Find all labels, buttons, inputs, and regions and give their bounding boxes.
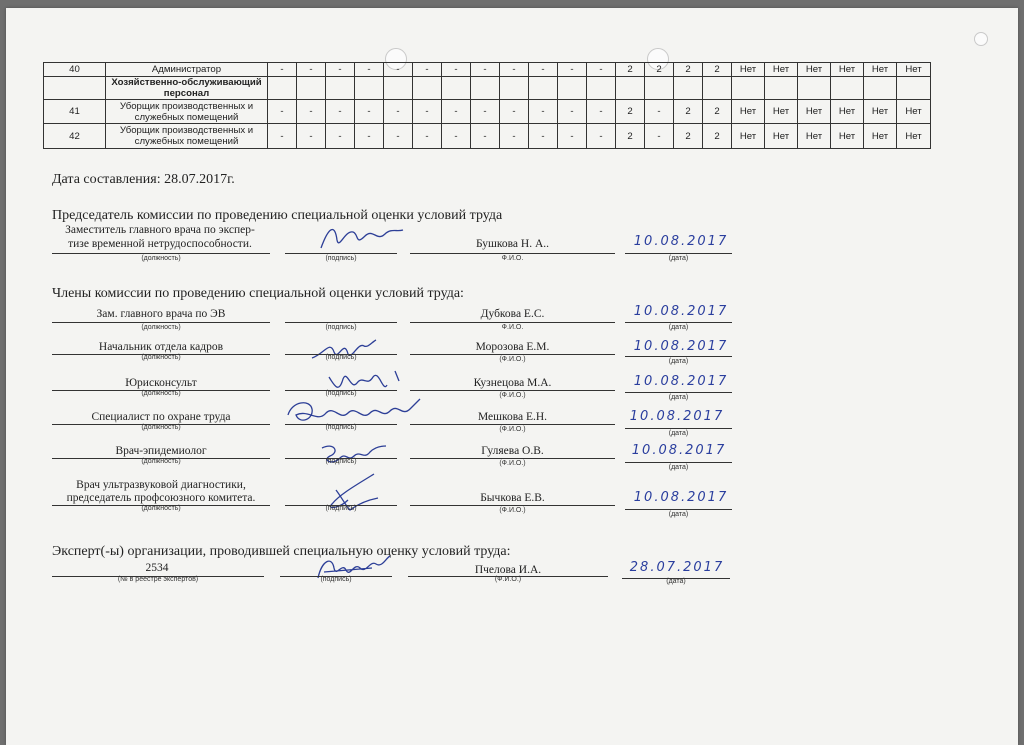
table-cell: Нет — [897, 124, 931, 149]
member-name-line — [410, 505, 615, 506]
table-cell — [703, 77, 732, 100]
expert-reg-caption: (№ в реестре экспертов) — [117, 576, 199, 583]
chair-position-caption: (должность) — [141, 255, 181, 262]
table-cell: - — [471, 63, 500, 77]
member-date-line — [625, 322, 732, 323]
table-cell: - — [297, 124, 326, 149]
chair-name: Бушкова Н. А.. — [475, 238, 550, 250]
member-position: Зам. главного врача по ЭВ — [96, 308, 226, 320]
table-cell: - — [384, 124, 413, 149]
table-cell: 2 — [703, 124, 732, 149]
chair-date-line — [625, 253, 732, 254]
table-cell: - — [500, 124, 529, 149]
assessment-table — [43, 62, 931, 149]
table-row — [44, 63, 931, 77]
table-cell: - — [297, 63, 326, 77]
table-cell: - — [268, 63, 297, 77]
table-cell: - — [442, 63, 471, 77]
member-signature-caption: (подпись) — [325, 458, 357, 465]
table-cell: - — [558, 124, 587, 149]
member-position: Специалист по охране труда — [91, 411, 231, 423]
member-date-caption: (дата) — [668, 511, 689, 518]
member-date: 10.08.2017 — [633, 304, 729, 319]
table-cell: - — [326, 100, 355, 124]
chair-position-line — [52, 253, 270, 254]
member-position-caption: (должность) — [141, 458, 181, 465]
table-cell: - — [268, 100, 297, 124]
table-cell: Нет — [897, 63, 931, 77]
table-cell: - — [268, 124, 297, 149]
table-cell — [529, 77, 558, 100]
table-cell — [645, 77, 674, 100]
member-date-line — [625, 356, 732, 357]
expert-date-caption: (дата) — [666, 578, 686, 585]
table-cell: 2 — [616, 100, 645, 124]
row-number: 40 — [44, 63, 106, 77]
member-position-line2: председатель профсоюзного комитета. — [66, 492, 256, 504]
chair-date: 10.08.2017 — [633, 234, 729, 249]
chair-name-line — [410, 253, 615, 254]
table-cell: 2 — [703, 63, 732, 77]
member-signature-caption: (подпись) — [325, 324, 357, 331]
member-position-caption: (должность) — [141, 505, 181, 512]
table-cell — [798, 77, 831, 100]
table-cell — [897, 77, 931, 100]
table-cell — [297, 77, 326, 100]
member-date-caption: (дата) — [668, 358, 689, 365]
member-name: Бычкова Е.В. — [480, 492, 545, 504]
table-cell: - — [413, 63, 442, 77]
member-name-line — [410, 390, 615, 391]
chair-name-caption: Ф.И.О. — [501, 255, 524, 262]
chair-date-caption: (дата) — [668, 255, 689, 262]
position-name: Уборщик производственных и служебных помещений — [106, 100, 268, 124]
table-cell: - — [355, 100, 384, 124]
table-cell: Нет — [831, 63, 864, 77]
table-cell: 2 — [674, 100, 703, 124]
expert-name: Пчелова И.А. — [474, 564, 542, 576]
expert-reg-number: 2534 — [145, 562, 169, 574]
member-date: 10.08.2017 — [633, 339, 729, 354]
table-cell: - — [384, 100, 413, 124]
member-name-caption: (Ф.И.О.) — [499, 507, 526, 514]
member-signature-caption: (подпись) — [325, 354, 357, 361]
section-title: Хозяйственно-обслуживающий персонал — [106, 77, 268, 100]
table-cell — [587, 77, 616, 100]
member-name: Мешкова Е.Н. — [477, 411, 548, 423]
table-cell: - — [355, 124, 384, 149]
table-cell — [500, 77, 529, 100]
table-cell — [674, 77, 703, 100]
member-date-line — [625, 428, 732, 429]
member-position-caption: (должность) — [141, 324, 181, 331]
table-cell: - — [442, 100, 471, 124]
member-name-line — [410, 458, 615, 459]
table-cell: - — [587, 124, 616, 149]
member-date: 10.08.2017 — [631, 443, 727, 458]
punch-hole — [974, 32, 988, 46]
table-cell: - — [500, 100, 529, 124]
member-name-caption: (Ф.И.О.) — [499, 426, 526, 433]
member-signature-line — [285, 322, 397, 323]
table-row — [44, 100, 931, 124]
table-cell — [864, 77, 897, 100]
member-date: 10.08.2017 — [629, 409, 725, 424]
row-number — [44, 77, 106, 100]
member-position: Юрисконсульт — [125, 377, 197, 389]
member-position-caption: (должность) — [141, 390, 181, 397]
table-cell: 2 — [616, 63, 645, 77]
table-cell — [413, 77, 442, 100]
member-date-line — [625, 392, 732, 393]
table-cell: - — [558, 100, 587, 124]
table-cell — [268, 77, 297, 100]
expert-date: 28.07.2017 — [629, 560, 725, 575]
table-cell: Нет — [798, 63, 831, 77]
member-position-line1: Врач ультразвуковой диагностики, — [76, 479, 246, 491]
table-cell — [355, 77, 384, 100]
table-cell — [558, 77, 587, 100]
expert-signature-caption: (подпись) — [320, 576, 352, 583]
position-name: Администратор — [106, 63, 268, 77]
chair-position-line2: тизе временной нетрудоспособности. — [68, 238, 252, 250]
table-row — [44, 124, 931, 149]
member-position-line — [52, 322, 270, 323]
table-cell: - — [500, 63, 529, 77]
member-name: Гуляева О.В. — [481, 445, 544, 457]
expert-name-caption: (Ф.И.О.) — [494, 576, 522, 583]
member-date-line — [625, 462, 732, 463]
member-date: 10.08.2017 — [633, 490, 729, 505]
table-cell: Нет — [831, 124, 864, 149]
table-cell: Нет — [864, 124, 897, 149]
table-cell: - — [558, 63, 587, 77]
chair-signature-line — [285, 253, 397, 254]
member-name: Морозова Е.М. — [475, 341, 550, 353]
expert-heading: Эксперт(-ы) организации, проводившей специальную оценку условий труда: — [52, 544, 511, 559]
table-cell: Нет — [864, 100, 897, 124]
table-cell: Нет — [831, 100, 864, 124]
table-cell: - — [529, 100, 558, 124]
table-cell: - — [413, 100, 442, 124]
table-cell — [384, 77, 413, 100]
member-name-line — [410, 354, 615, 355]
member-date-caption: (дата) — [668, 430, 689, 437]
member-name-line — [410, 424, 615, 425]
table-cell: - — [471, 100, 500, 124]
table-cell — [831, 77, 864, 100]
table-cell: 2 — [674, 124, 703, 149]
table-cell: 2 — [616, 124, 645, 149]
member-name-caption: (Ф.И.О.) — [499, 356, 526, 363]
member-name: Кузнецова М.А. — [473, 377, 552, 389]
table-cell: - — [587, 100, 616, 124]
table-cell: - — [413, 124, 442, 149]
table-cell: - — [471, 124, 500, 149]
table-cell: Нет — [765, 100, 798, 124]
member-date-caption: (дата) — [668, 394, 689, 401]
table-cell: Нет — [864, 63, 897, 77]
table-cell: - — [326, 124, 355, 149]
member-date-caption: (дата) — [668, 324, 689, 331]
table-cell: - — [645, 124, 674, 149]
table-cell: 2 — [674, 63, 703, 77]
table-cell: Нет — [732, 100, 765, 124]
table-cell: - — [645, 100, 674, 124]
table-cell — [765, 77, 798, 100]
member-name-line — [410, 322, 615, 323]
members-heading: Члены комиссии по проведению специальной оценки условий труда: — [52, 286, 464, 301]
table-cell: Нет — [798, 100, 831, 124]
member-name-caption: Ф.И.О. — [501, 324, 524, 331]
compilation-date: Дата составления: 28.07.2017г. — [52, 172, 235, 187]
table-cell: - — [384, 63, 413, 77]
member-signature-caption: (подпись) — [325, 424, 357, 431]
position-name: Уборщик производственных и служебных помещений — [106, 124, 268, 149]
member-signature-caption: (подпись) — [325, 505, 357, 512]
row-number: 42 — [44, 124, 106, 149]
table-cell: Нет — [765, 124, 798, 149]
table-cell — [616, 77, 645, 100]
chair-signature-caption: (подпись) — [325, 255, 357, 262]
table-cell: - — [529, 63, 558, 77]
table-cell: - — [297, 100, 326, 124]
member-name: Дубкова Е.С. — [480, 308, 545, 320]
table-cell — [471, 77, 500, 100]
table-cell — [442, 77, 471, 100]
member-signature-caption: (подпись) — [325, 390, 357, 397]
table-cell: Нет — [765, 63, 798, 77]
member-position: Врач-эпидемиолог — [115, 445, 207, 457]
table-cell: - — [326, 63, 355, 77]
table-section-row — [44, 77, 931, 100]
table-cell: Нет — [897, 100, 931, 124]
member-position-caption: (должность) — [141, 354, 181, 361]
row-number: 41 — [44, 100, 106, 124]
chair-position-line1: Заместитель главного врача по экспер- — [65, 224, 255, 236]
table-cell: 2 — [703, 100, 732, 124]
member-position: Начальник отдела кадров — [98, 341, 224, 353]
table-cell: Нет — [798, 124, 831, 149]
table-cell: - — [529, 124, 558, 149]
table-cell: Нет — [732, 124, 765, 149]
member-date-line — [625, 509, 732, 510]
table-cell — [326, 77, 355, 100]
member-date-caption: (дата) — [668, 464, 689, 471]
table-cell — [732, 77, 765, 100]
table-cell: - — [442, 124, 471, 149]
chair-signature — [315, 222, 405, 256]
table-cell: 2 — [645, 63, 674, 77]
table-cell: - — [355, 63, 384, 77]
chair-heading: Председатель комиссии по проведению специальной оценки условий труда — [52, 208, 503, 223]
table-cell: - — [587, 63, 616, 77]
member-position-caption: (должность) — [141, 424, 181, 431]
member-date: 10.08.2017 — [633, 374, 729, 389]
member-name-caption: (Ф.И.О.) — [499, 460, 526, 467]
table-cell: Нет — [732, 63, 765, 77]
member-name-caption: (Ф.И.О.) — [499, 392, 526, 399]
